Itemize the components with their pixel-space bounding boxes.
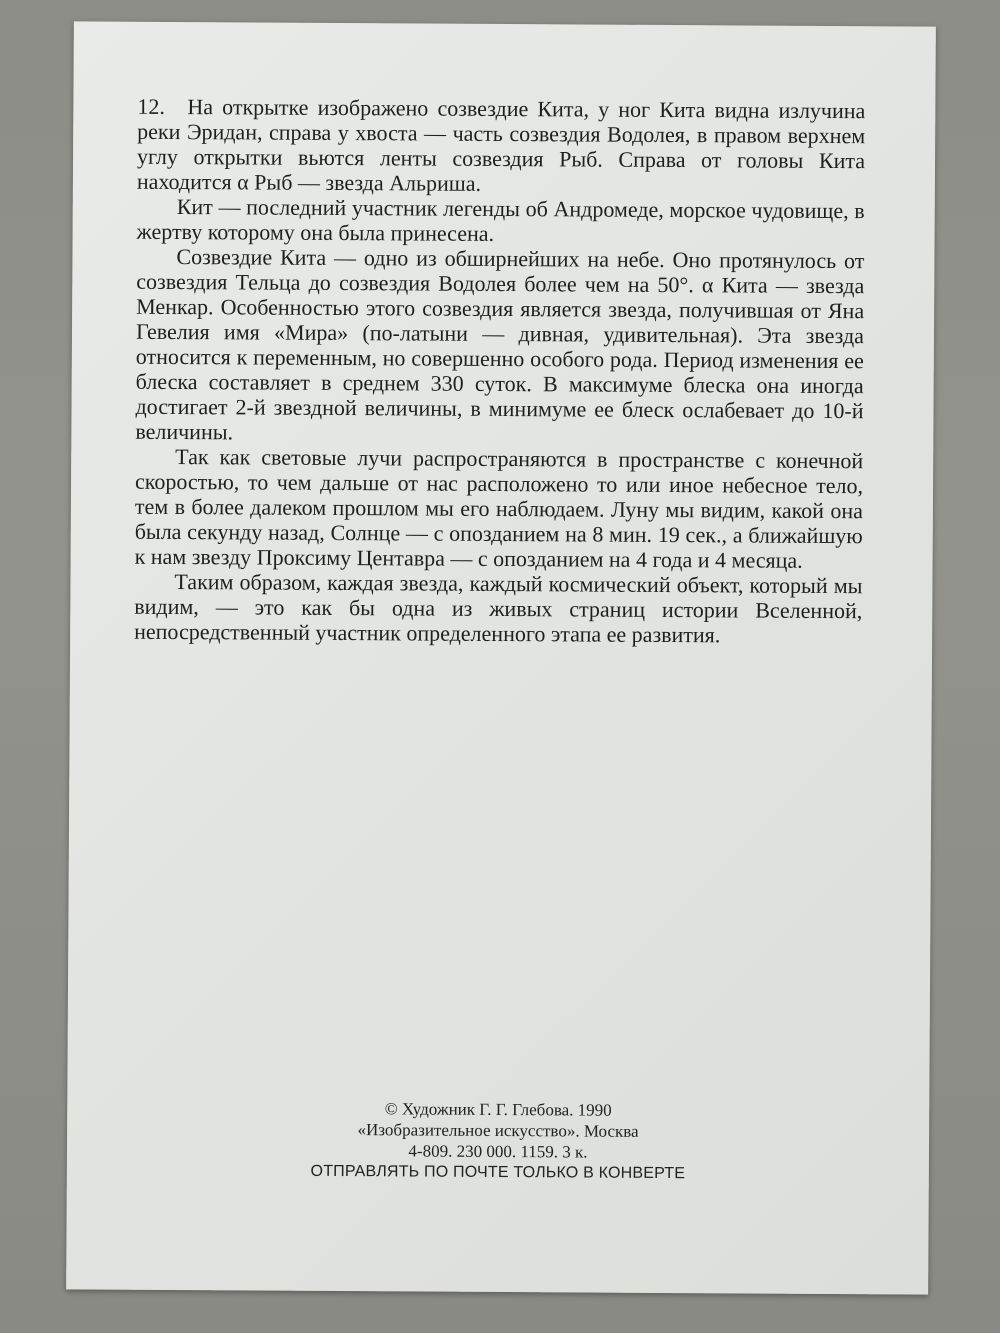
paragraph-3: Созвездие Кита — одно из обширнейших на небе. Оно протянулось от созвездия Тельца до созвездия Водолея более чем на 50°. α Кита — звезда Менкар. Особенностью этого созвездия является звезда, получившая от Яна Гевелия имя «Мира» (по-латыни — дивная, удивительная). Эта звезда относится к переменным, но совершенно особого рода. Период изменения ее блеска составляет в среднем 330 суток. В максимуме блеска она иногда достигает 2-й звездной величины, в минимуме ее блеск ослабевает до 10-й величины. xyxy=(135,244,865,445)
print-code: 4-809. 230 000. 1159. 3 к. xyxy=(408,1141,588,1162)
publisher-line: «Изобразительное искусство». Москва xyxy=(357,1120,639,1141)
paragraph-1-text: На открытке изображено созвездие Кита, у ног Кита видна излучина реки Эридан, справа у хвоста — часть созвездия Водолея, в правом верхнем углу открытки вьются ленты созвездия Рыб. Справа от головы Кита находится α Рыб — звезда Альриша. xyxy=(136,94,866,196)
imprint-footer xyxy=(67,1096,929,1185)
mail-instruction: ОТПРАВЛЯТЬ ПО ПОЧТЕ ТОЛЬКО В КОНВЕРТЕ xyxy=(310,1162,686,1183)
paragraph-2: Кит — последний участник легенды об Андромеде, морское чудовище, в жертву которому она была принесена. xyxy=(136,194,865,246)
card-number: 12. xyxy=(137,93,165,119)
postcard-back xyxy=(66,21,936,1294)
description-text xyxy=(134,94,865,648)
paragraph-1 xyxy=(137,94,866,198)
paragraph-4: Так как световые лучи распространяются в пространстве с конечной скоростью, то чем дальше от нас расположено то или иное небесное тело, тем в более далеком прошлом мы его наблюдаем. Луну мы видим, какой она была секунду назад, Солнце — с опозданием на 8 мин. 19 сек., а ближайшую к нам звезду Проксиму Центавра — с опозданием на 4 года и 4 месяца. xyxy=(134,444,864,573)
artist-credit: © Художник Г. Г. Глебова. 1990 xyxy=(384,1099,612,1120)
paragraph-5: Таким образом, каждая звезда, каждый космический объект, который мы видим, — это как бы одна из живых страниц истории Вселенной, непосредственный участник определенного этапа ее развития. xyxy=(134,569,863,648)
